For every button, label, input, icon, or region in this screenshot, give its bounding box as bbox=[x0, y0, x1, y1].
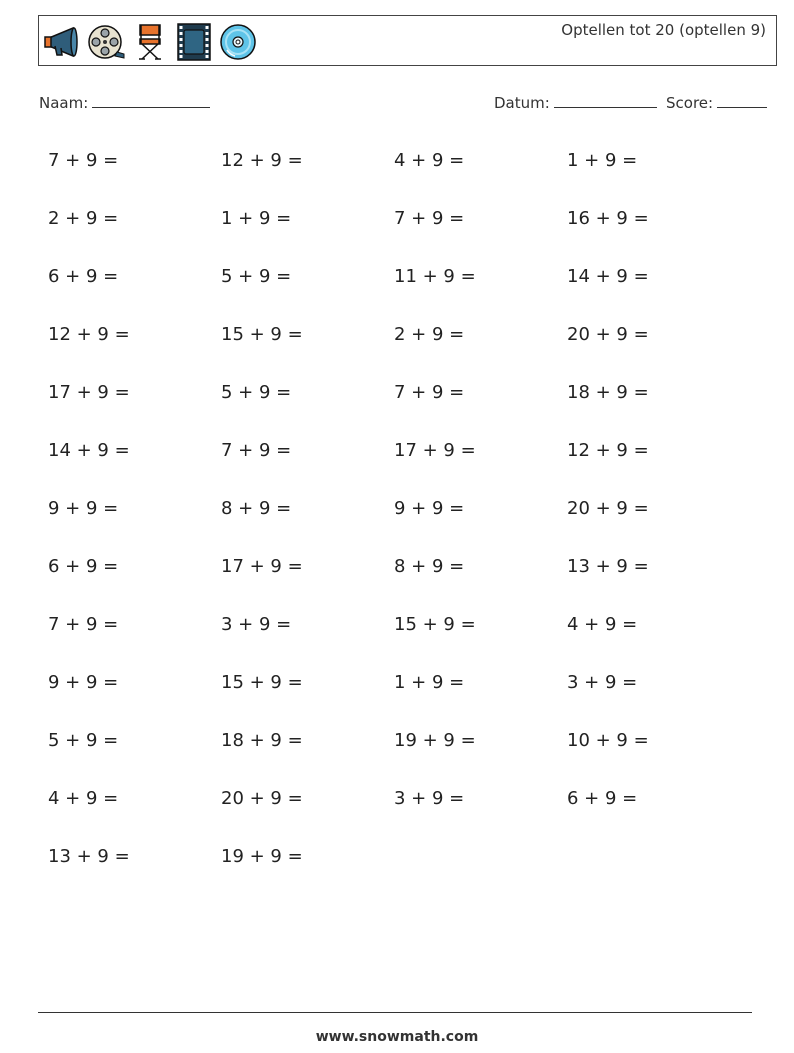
addition-problem: 17 + 9 = bbox=[394, 440, 476, 461]
name-field bbox=[39, 93, 210, 112]
addition-problem: 1 + 9 = bbox=[567, 150, 638, 171]
footer-divider bbox=[38, 1012, 752, 1013]
date-label: Datum: bbox=[494, 94, 550, 112]
addition-problem: 5 + 9 = bbox=[221, 382, 292, 403]
addition-problem: 7 + 9 = bbox=[394, 208, 465, 229]
addition-problem: 15 + 9 = bbox=[394, 614, 476, 635]
addition-problem: 5 + 9 = bbox=[48, 730, 119, 751]
film-frame-icon bbox=[175, 22, 213, 62]
score-field bbox=[666, 93, 767, 112]
addition-problem: 16 + 9 = bbox=[567, 208, 649, 229]
addition-problem: 15 + 9 = bbox=[221, 324, 303, 345]
addition-problem: 18 + 9 = bbox=[567, 382, 649, 403]
addition-problem: 12 + 9 = bbox=[221, 150, 303, 171]
addition-problem: 3 + 9 = bbox=[567, 672, 638, 693]
addition-problem: 6 + 9 = bbox=[48, 266, 119, 287]
addition-problem: 6 + 9 = bbox=[567, 788, 638, 809]
addition-problem: 12 + 9 = bbox=[567, 440, 649, 461]
addition-problem: 19 + 9 = bbox=[394, 730, 476, 751]
date-line[interactable] bbox=[554, 93, 657, 108]
footer-website: www.snowmath.com bbox=[315, 1029, 479, 1045]
addition-problem: 20 + 9 = bbox=[221, 788, 303, 809]
film-reel-icon bbox=[87, 22, 125, 62]
date-field bbox=[494, 93, 657, 112]
addition-problem: 8 + 9 = bbox=[394, 556, 465, 577]
addition-problem: 10 + 9 = bbox=[567, 730, 649, 751]
addition-problem: 13 + 9 = bbox=[48, 846, 130, 867]
addition-problem: 4 + 9 = bbox=[567, 614, 638, 635]
addition-problem: 7 + 9 = bbox=[394, 382, 465, 403]
addition-problem: 8 + 9 = bbox=[221, 498, 292, 519]
addition-problem: 13 + 9 = bbox=[567, 556, 649, 577]
addition-problem: 1 + 9 = bbox=[221, 208, 292, 229]
addition-problem: 2 + 9 = bbox=[394, 324, 465, 345]
addition-problem: 17 + 9 = bbox=[48, 382, 130, 403]
addition-problem: 15 + 9 = bbox=[221, 672, 303, 693]
addition-problem: 14 + 9 = bbox=[48, 440, 130, 461]
worksheet-title: Optellen tot 20 (optellen 9) bbox=[561, 21, 766, 39]
addition-problem: 1 + 9 = bbox=[394, 672, 465, 693]
addition-problem: 20 + 9 = bbox=[567, 498, 649, 519]
addition-problem: 5 + 9 = bbox=[221, 266, 292, 287]
addition-problem: 17 + 9 = bbox=[221, 556, 303, 577]
disc-icon bbox=[219, 22, 257, 62]
score-line[interactable] bbox=[717, 93, 767, 108]
addition-problem: 11 + 9 = bbox=[394, 266, 476, 287]
addition-problem: 9 + 9 = bbox=[48, 672, 119, 693]
addition-problem: 18 + 9 = bbox=[221, 730, 303, 751]
addition-problem: 7 + 9 = bbox=[48, 150, 119, 171]
addition-problem: 20 + 9 = bbox=[567, 324, 649, 345]
addition-problem: 14 + 9 = bbox=[567, 266, 649, 287]
name-label: Naam: bbox=[39, 94, 89, 112]
addition-problem: 7 + 9 = bbox=[221, 440, 292, 461]
header-icons bbox=[43, 20, 257, 64]
addition-problem: 2 + 9 = bbox=[48, 208, 119, 229]
addition-problem: 3 + 9 = bbox=[394, 788, 465, 809]
megaphone-icon bbox=[43, 22, 81, 62]
score-label: Score: bbox=[666, 94, 714, 112]
addition-problem: 6 + 9 = bbox=[48, 556, 119, 577]
addition-problem: 4 + 9 = bbox=[394, 150, 465, 171]
director-chair-icon bbox=[131, 22, 169, 62]
addition-problem: 7 + 9 = bbox=[48, 614, 119, 635]
addition-problem: 12 + 9 = bbox=[48, 324, 130, 345]
addition-problem: 9 + 9 = bbox=[394, 498, 465, 519]
addition-problem: 4 + 9 = bbox=[48, 788, 119, 809]
addition-problem: 19 + 9 = bbox=[221, 846, 303, 867]
name-line[interactable] bbox=[92, 93, 210, 108]
addition-problem: 9 + 9 = bbox=[48, 498, 119, 519]
addition-problem: 3 + 9 = bbox=[221, 614, 292, 635]
worksheet-header bbox=[38, 15, 777, 66]
